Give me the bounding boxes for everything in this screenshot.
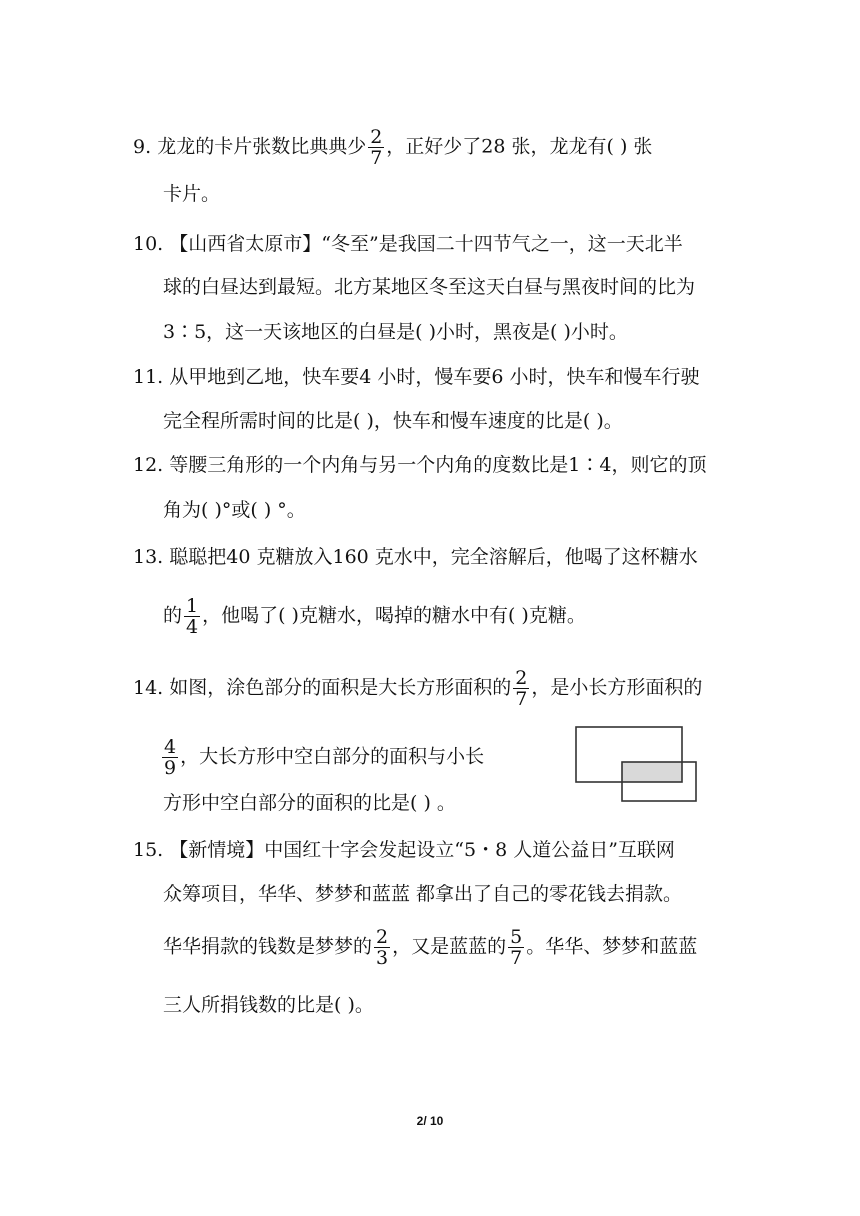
numerator: 2 [376, 926, 389, 948]
fraction [368, 127, 384, 168]
denominator: 9 [164, 757, 177, 779]
question-11-line-1 [133, 365, 700, 389]
overlapping-rectangles-figure [570, 722, 705, 807]
question-13-line-2 [163, 596, 586, 637]
question-text: 角为( )°或( ) °。 [163, 499, 306, 521]
numerator: 4 [164, 736, 177, 758]
question-14-line-1 [133, 668, 702, 709]
fraction [374, 927, 390, 968]
question-12-line-1 [133, 453, 706, 477]
numerator: 5 [510, 926, 523, 948]
question-number: 14. [133, 676, 164, 699]
question-15-line-1 [133, 838, 675, 862]
question-text: 方形中空白部分的面积的比是( ) 。 [163, 792, 456, 814]
denominator: 4 [186, 616, 199, 638]
question-15-line-3 [163, 927, 697, 968]
question-text: ，又是蓝蓝的 [392, 935, 507, 958]
question-text: 完全程所需时间的比是( )，快车和慢车速度的比是( )。 [163, 410, 623, 432]
question-text: ，大长方形中空白部分的面积与小长 [180, 745, 485, 768]
question-number: 15. [133, 839, 164, 861]
question-text: 从甲地到乙地，快车要4 小时，慢车要6 小时，快车和慢车行驶 [169, 366, 700, 388]
shaded-overlap-region [622, 762, 682, 782]
question-text: ，是小长方形面积的 [531, 676, 703, 699]
question-14-line-2 [160, 737, 484, 778]
denominator: 7 [370, 147, 383, 169]
question-text: 【山西省太原市】“冬至”是我国二十四节气之一，这一天北半 [169, 233, 683, 255]
question-number: 11. [133, 366, 164, 388]
page-number: 2/ 10 [416, 1114, 444, 1128]
question-14-line-3 [163, 791, 456, 815]
question-text: 华华捐款的钱数是梦梦的 [163, 935, 373, 958]
fraction [513, 668, 529, 709]
question-number: 13. [133, 546, 164, 568]
numerator: 2 [370, 126, 383, 148]
numerator: 2 [515, 667, 528, 689]
question-text: 卡片。 [163, 183, 221, 205]
question-text: 龙龙的卡片张数比典典少 [157, 135, 367, 158]
question-number: 12. [133, 454, 164, 476]
question-number: 9. [133, 135, 152, 158]
question-10-line-1 [133, 232, 683, 256]
question-9-line-1 [133, 127, 652, 168]
question-text: ，他喝了( )克糖水，喝掉的糖水中有( )克糖。 [202, 604, 586, 627]
question-13-line-1 [133, 545, 698, 569]
question-text: 如图，涂色部分的面积是大长方形面积的 [169, 676, 512, 699]
question-15-line-4 [163, 993, 374, 1017]
question-number: 10. [133, 233, 164, 255]
question-12-line-2 [163, 498, 306, 522]
question-text: 。华华、梦梦和蓝蓝 [526, 935, 698, 958]
question-text: ，正好少了28 张，龙龙有( ) 张 [386, 135, 653, 158]
question-text: 众筹项目，华华、梦梦和蓝蓝 都拿出了自己的零花钱去捐款。 [163, 883, 683, 905]
question-text: 【新情境】中国红十字会发起设立“5・8 人道公益日”互联网 [169, 839, 675, 861]
question-9-line-2 [163, 182, 220, 206]
denominator: 3 [376, 947, 389, 969]
denominator: 7 [515, 688, 528, 710]
denominator: 7 [510, 947, 523, 969]
question-text: 的 [163, 604, 183, 627]
fraction [508, 927, 524, 968]
question-15-line-2 [163, 882, 682, 906]
fraction [162, 737, 178, 778]
question-11-line-2 [163, 409, 623, 433]
fraction [184, 596, 200, 637]
numerator: 1 [186, 595, 199, 617]
question-text: 3∶5，这一天该地区的白昼是( )小时，黑夜是( )小时。 [163, 321, 628, 343]
question-text: 聪聪把40 克糖放入160 克水中，完全溶解后，他喝了这杯糖水 [169, 546, 698, 568]
question-text: 球的白昼达到最短。北方某地区冬至这天白昼与黑夜时间的比为 [163, 276, 696, 298]
question-10-line-2 [163, 275, 695, 299]
question-10-line-3 [163, 320, 628, 344]
question-text: 三人所捐钱数的比是( )。 [163, 994, 374, 1016]
question-text: 等腰三角形的一个内角与另一个内角的度数比是1∶4，则它的顶 [169, 454, 707, 476]
